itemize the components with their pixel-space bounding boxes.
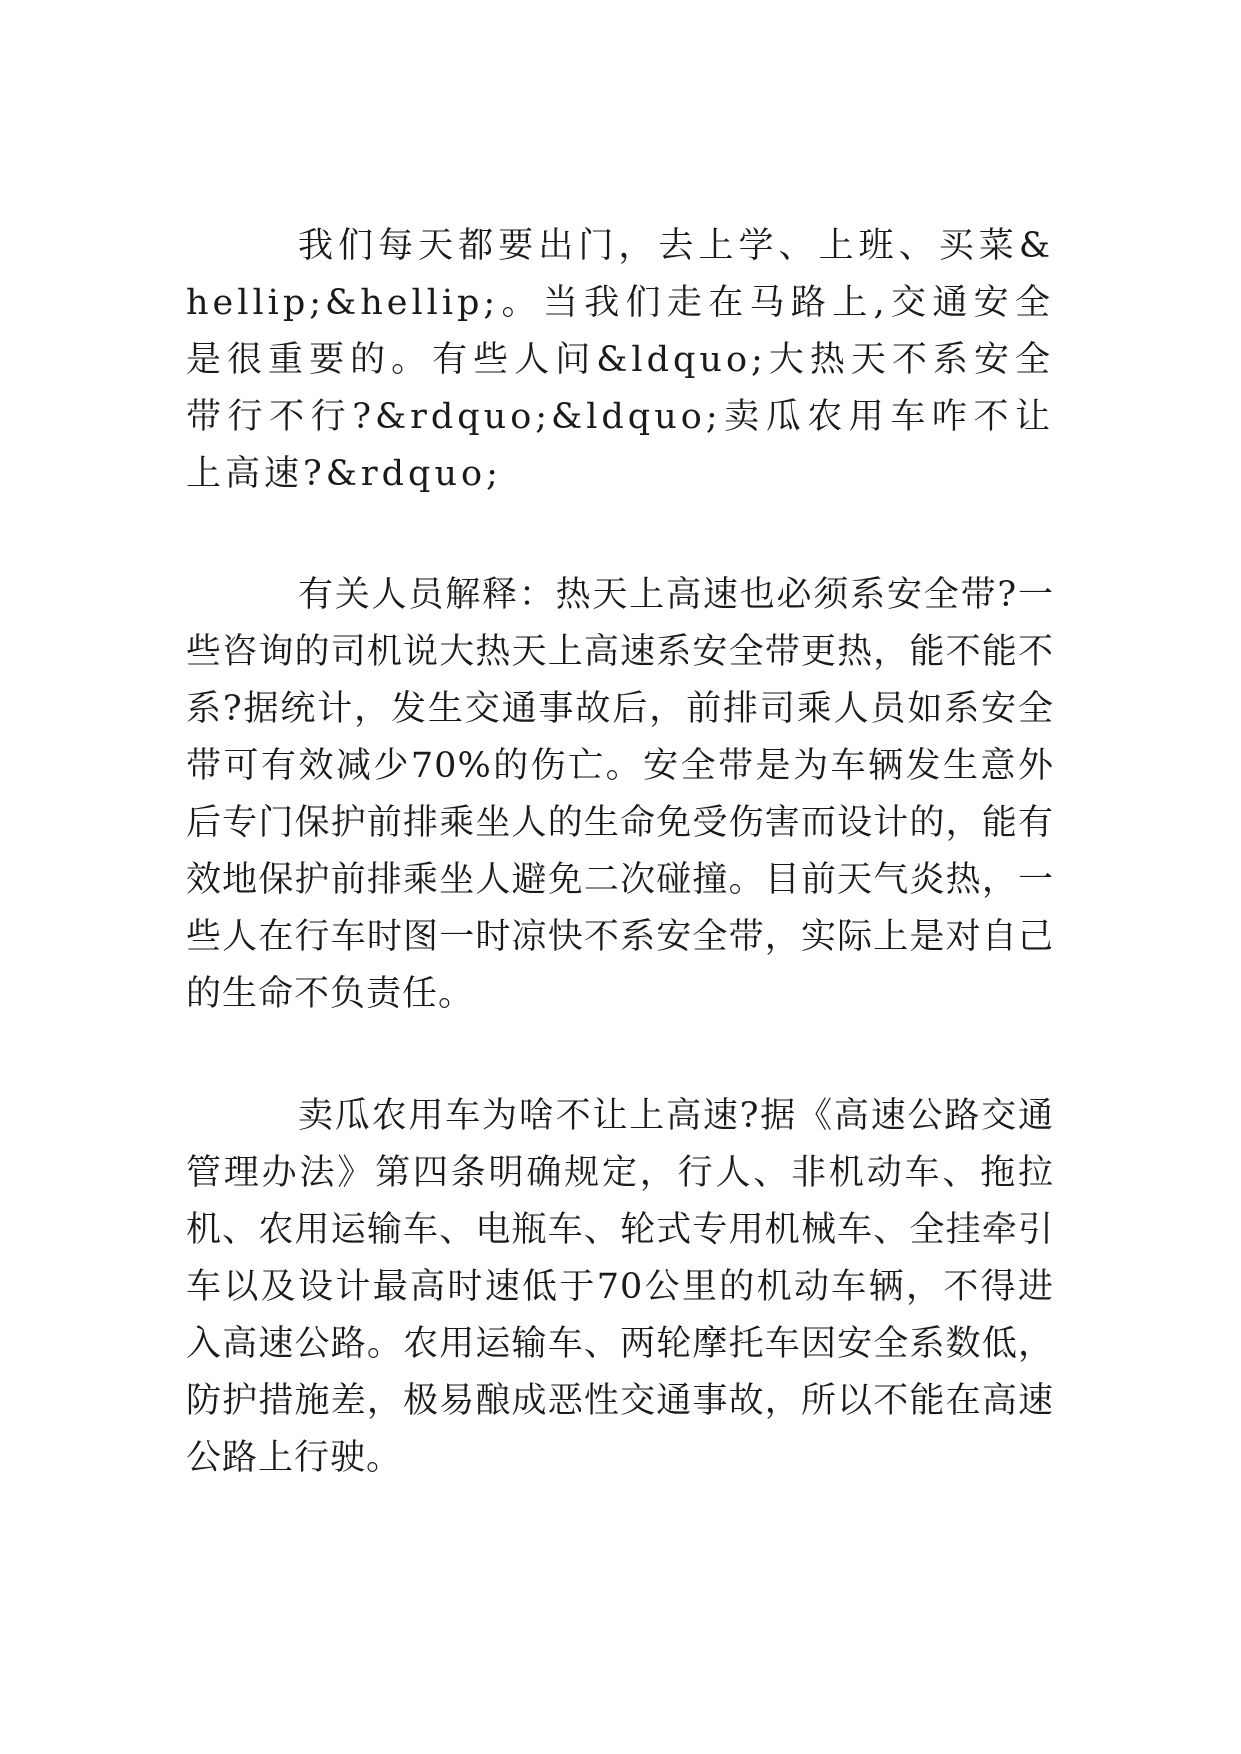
paragraph-highway-rules: 卖瓜农用车为啥不让上高速?据《高速公路交通管理办法》第四条明确规定，行人、非机动车、拖拉机、农用运输车、电瓶车、轮式专用机械车、全挂牵引车以及设计最高时速低于70公里的机动车辆，不得进入高速公路。农用运输车、两轮摩托车因安全系数低，防护措施差，极易酿成恶性交通事故，所以不能在高速公路上行驶。 (186, 1096, 1054, 1478)
paragraph-seatbelt: 有关人员解释：热天上高速也必须系安全带?一些咨询的司机说大热天上高速系安全带更热，能不能不系?据统计，发生交通事故后，前排司乘人员如系安全带可有效减少70%的伤亡。安全带是为车辆发生意外后专门保护前排乘坐人的生命免受伤害而设计的，能有效地保护前排乘坐人避免二次碰撞。目前天气炎热，一些人在行车时图一时凉快不系安全带，实际上是对自己的生命不负责任。 (186, 575, 1054, 1014)
paragraph-intro: 我们每天都要出门，去上学、上班、买菜&hellip;&hellip;。当我们走在马路上,交通安全是很重要的。有些人问&ldquo;大热天不系安全带行不行?&rdquo;&ldquo;卖瓜农用车咋不让上高速?&rdquo; (186, 226, 1054, 494)
